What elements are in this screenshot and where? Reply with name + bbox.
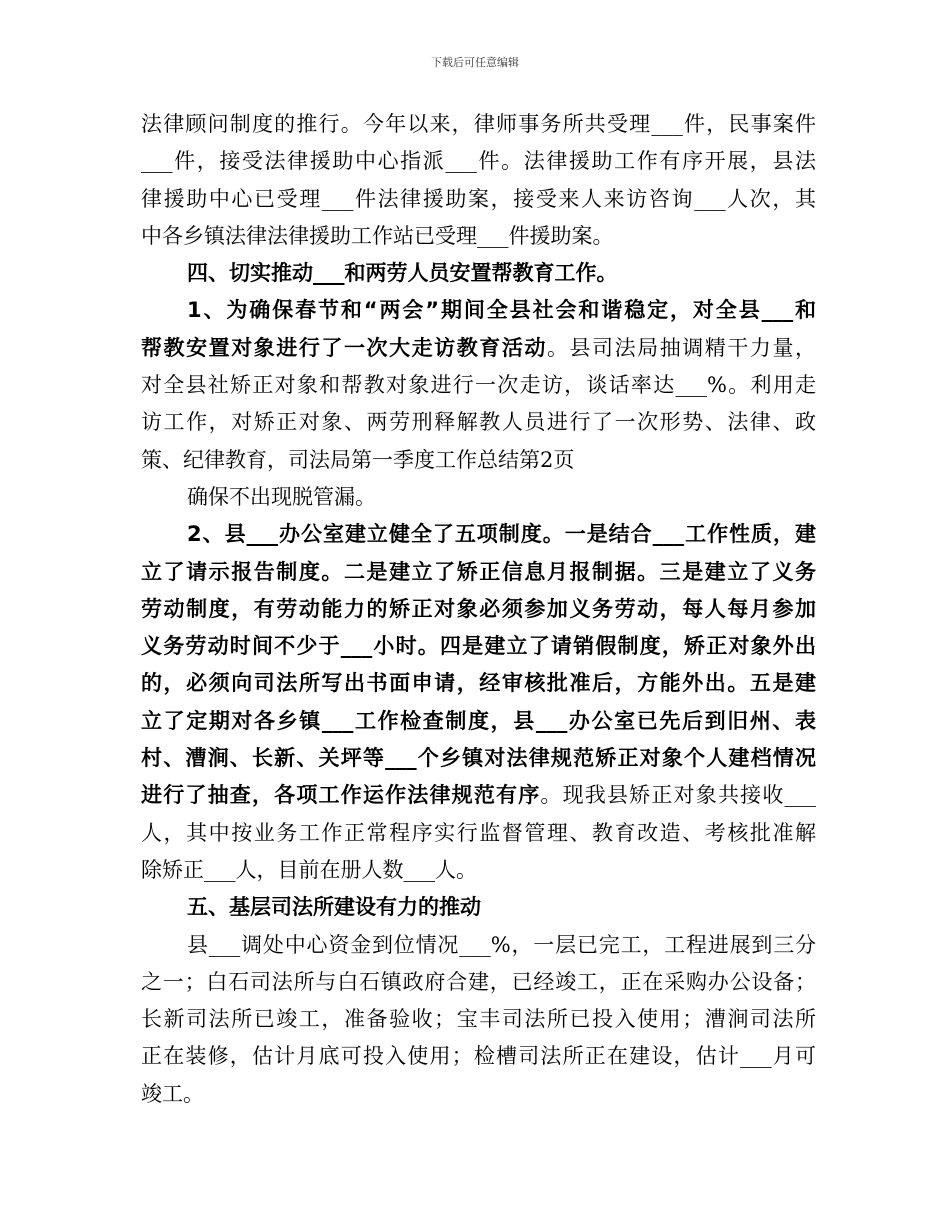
text-line <box>141 181 816 218</box>
text-span: 律援助中心已受理___件法律援助案，接受来人来访咨询___人次，其 <box>141 186 816 211</box>
bold-span: 帮教安置对象进行了一次大走访教育活动 <box>141 335 547 360</box>
text-line-bold <box>141 628 816 665</box>
page-header-note: 下载后可任意编辑 <box>431 56 519 69</box>
bold-span: 进行了抽查，各项工作运作法律规范有序 <box>141 783 541 808</box>
text-span: 劳动制度，有劳动能力的矫正对象必须参加义务劳动，每人每月参加 <box>141 596 816 621</box>
text-span: 村、漕涧、长新、关坪等___个乡镇对法律规范矫正对象个人建档情况 <box>141 746 816 771</box>
text-line <box>141 106 816 143</box>
text-line-bold <box>141 292 816 329</box>
text-span: 立了定期对各乡镇___工作检查制度，县___办公室已先后到旧州、表 <box>141 708 816 733</box>
text-span: 1、为确保春节和“两会”期间全县社会和谐稳定，对全县___和 <box>187 298 816 323</box>
text-line <box>141 442 816 479</box>
text-line <box>141 964 816 1001</box>
text-line <box>141 815 816 852</box>
text-line-bold <box>141 516 816 553</box>
text-span: 除矫正___人，目前在册人数___人。 <box>141 857 477 882</box>
text-span: 策、纪律教育，司法局第一季度工作总结第2页 <box>141 447 575 472</box>
text-span: 的，必须向司法所写出书面申请，经审核批准后，方能外出。五是建 <box>141 671 816 696</box>
text-line <box>141 404 816 441</box>
text-span: 县___调处中心资金到位情况___%，一层已完工，工程进展到三分 <box>187 932 816 957</box>
text-line-mixed <box>141 777 816 814</box>
text-line <box>141 218 816 255</box>
text-line-bold <box>141 665 816 702</box>
heading-text: 五、基层司法所建设有力的推动 <box>187 895 481 920</box>
text-line-bold <box>141 591 816 628</box>
text-line <box>141 479 816 516</box>
text-span: 法律顾问制度的推行。今年以来，律师事务所共受理___件，民事案件 <box>141 112 816 136</box>
text-line <box>141 367 816 404</box>
section-heading-5 <box>141 889 816 926</box>
text-span: 。现我县矫正对象共接收___ <box>540 783 817 808</box>
text-line <box>141 143 816 180</box>
text-span: 义务劳动时间不少于___小时。四是建立了请销假制度，矫正对象外出 <box>141 634 816 659</box>
text-line-bold <box>141 740 816 777</box>
text-span: 。县司法局抽调精干力量， <box>546 335 817 360</box>
text-line-mixed <box>141 330 816 367</box>
text-line-bold <box>141 703 816 740</box>
text-line-bold <box>141 554 816 591</box>
text-span: 确保不出现脱管漏。 <box>187 484 376 509</box>
text-span: 对全县社矫正对象和帮教对象进行一次走访，谈话率达___%。利用走 <box>141 373 816 398</box>
text-span: 之一；白石司法所与白石镇政府合建，已经竣工，正在采购办公设备； <box>141 969 816 994</box>
section-heading-4 <box>141 255 816 292</box>
document-body <box>141 106 816 1113</box>
heading-text: 四、切实推动___和两劳人员安置帮教育工作。 <box>187 261 618 286</box>
text-span: 访工作，对矫正对象、两劳刑释解教人员进行了一次形势、法律、政 <box>141 410 816 435</box>
text-line <box>141 852 816 889</box>
text-span: 2、县___办公室建立健全了五项制度。一是结合___工作性质，建 <box>187 522 816 547</box>
text-line <box>141 927 816 964</box>
text-span: 中各乡镇法律法律援助工作站已受理___件援助案。 <box>141 223 614 248</box>
text-line <box>141 1001 816 1038</box>
text-span: 长新司法所已竣工，准备验收；宝丰司法所已投入使用；漕涧司法所 <box>141 1007 816 1032</box>
text-span: 竣工。 <box>141 1081 204 1106</box>
text-span: ___件，接受法律援助中心指派___件。法律援助工作有序开展，县法 <box>141 149 816 174</box>
text-span: 人，其中按业务工作正常程序实行监督管理、教育改造、考核批准解 <box>141 820 816 845</box>
text-line <box>141 1076 816 1113</box>
text-line <box>141 1038 816 1075</box>
text-span: 立了请示报告制度。二是建立了矫正信息月报制据。三是建立了义务 <box>141 559 816 584</box>
text-span: 正在装修，估计月底可投入使用；检槽司法所正在建设，估计___月可 <box>141 1044 816 1069</box>
